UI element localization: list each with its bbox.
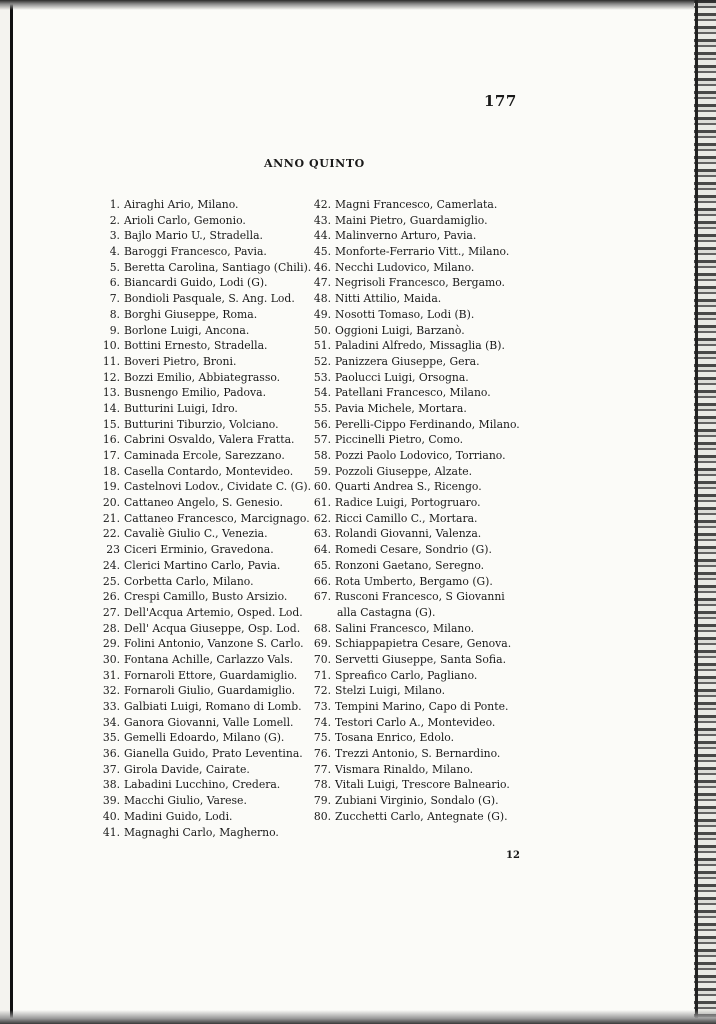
left-column-list: [100, 197, 310, 840]
list-entry: [313, 777, 523, 793]
entry-text: Boveri Pietro, Broni.: [124, 354, 237, 368]
list-entry: [100, 668, 310, 684]
entry-text: Fornaroli Giulio, Guardamiglio.: [124, 684, 296, 698]
entry-number: 75.: [313, 731, 331, 745]
entry-number: 78.: [313, 778, 331, 792]
entry-text: Cattaneo Angelo, S. Genesio.: [124, 496, 283, 510]
entry-number: 60.: [313, 480, 331, 494]
entry-text: Fontana Achille, Carlazzo Vals.: [124, 652, 294, 666]
list-entry: [100, 542, 310, 558]
entry-number: 67.: [313, 590, 331, 604]
entry-text: Cattaneo Francesco, Marcignago.: [124, 511, 310, 525]
entry-number: 7.: [109, 292, 120, 306]
entry-number: 70.: [313, 652, 331, 666]
entry-text: Patellani Francesco, Milano.: [335, 386, 491, 400]
entry-text: Romedi Cesare, Sondrio (G).: [335, 543, 492, 557]
entry-number: 76.: [313, 747, 331, 761]
signature-mark: 12: [506, 850, 520, 861]
entry-number: 31.: [102, 668, 120, 682]
entry-text: Zucchetti Carlo, Antegnate (G).: [335, 809, 508, 823]
entry-text: Paladini Alfredo, Missaglia (B).: [335, 339, 505, 353]
list-entry: [100, 464, 310, 480]
list-entry: [313, 730, 523, 746]
entry-text: Maini Pietro, Guardamiglio.: [335, 213, 488, 227]
entry-text: Necchi Ludovico, Milano.: [335, 260, 475, 274]
list-entry: [100, 558, 310, 574]
list-entry: [313, 448, 523, 464]
entry-text: Cabrini Osvaldo, Valera Fratta.: [124, 433, 295, 447]
entry-text: Magnaghi Carlo, Magherno.: [124, 825, 279, 839]
entry-text: Clerici Martino Carlo, Pavia.: [124, 558, 281, 572]
entry-number: 36.: [102, 747, 120, 761]
entry-text: Rota Umberto, Bergamo (G).: [335, 574, 493, 588]
entry-number: 40.: [102, 809, 120, 823]
entry-text: Monforte-Ferrario Vitt., Milano.: [335, 245, 510, 259]
entry-number: 18.: [102, 464, 120, 478]
entry-number: 23: [106, 543, 120, 557]
entry-number: 2.: [109, 213, 120, 227]
entry-number: 80.: [313, 809, 331, 823]
list-entry: [100, 448, 310, 464]
entry-text: Quarti Andrea S., Ricengo.: [335, 480, 482, 494]
list-entry: [313, 762, 523, 778]
entry-text: Nosotti Tomaso, Lodi (B).: [335, 307, 475, 321]
list-entry: [100, 244, 310, 260]
entry-number: 29.: [102, 637, 120, 651]
list-entry: [100, 228, 310, 244]
list-entry: [313, 370, 523, 386]
list-entry: [100, 275, 310, 291]
entry-number: 41.: [102, 825, 120, 839]
entry-number: 53.: [313, 370, 331, 384]
entry-number: 1.: [109, 198, 120, 211]
entry-text: Rusconi Francesco, S Giovanni: [335, 590, 505, 604]
entry-text: Baroggi Francesco, Pavia.: [124, 245, 267, 259]
entry-text: Airaghi Ario, Milano.: [124, 198, 239, 211]
entry-text: Panizzera Giuseppe, Gera.: [335, 354, 480, 368]
list-entry: [313, 683, 523, 699]
entry-text: Vitali Luigi, Trescore Balneario.: [335, 778, 510, 792]
entry-text: Radice Luigi, Portogruaro.: [335, 496, 481, 510]
list-entry: [313, 793, 523, 809]
entry-number: 77.: [313, 762, 331, 776]
entry-number: 42.: [313, 198, 331, 211]
entry-text: Bottini Ernesto, Stradella.: [124, 339, 268, 353]
list-entry: [313, 809, 523, 825]
list-entry: [100, 652, 310, 668]
list-entry: [100, 777, 310, 793]
entry-text: Schiappapietra Cesare, Genova.: [335, 637, 512, 651]
entry-number: 59.: [313, 464, 331, 478]
entry-number: 24.: [102, 558, 120, 572]
entry-text: Biancardi Guido, Lodi (G).: [124, 276, 268, 290]
list-entry: [100, 636, 310, 652]
list-entry: [313, 401, 523, 417]
entry-number: 15.: [102, 417, 120, 431]
entry-number: 25.: [102, 574, 120, 588]
scan-edge-bottom: [0, 1010, 716, 1024]
list-entry: [313, 260, 523, 276]
entry-number: 69.: [313, 637, 331, 651]
list-entry: [100, 621, 310, 637]
entry-text: Salini Francesco, Milano.: [335, 621, 475, 635]
list-entry: [100, 323, 310, 339]
entry-number: 20.: [102, 496, 120, 510]
entry-number: 50.: [313, 323, 331, 337]
entry-text: Fornaroli Ettore, Guardamiglio.: [124, 668, 298, 682]
entry-text: Borlone Luigi, Ancona.: [124, 323, 250, 337]
list-entry: [100, 370, 310, 386]
entry-number: 32.: [102, 684, 120, 698]
entry-text: Casella Contardo, Montevideo.: [124, 464, 294, 478]
entry-text: Bajlo Mario U., Stradella.: [124, 229, 263, 243]
list-entry: [313, 291, 523, 307]
list-entry: [100, 715, 310, 731]
entry-number: 8.: [109, 307, 120, 321]
list-entry: [313, 746, 523, 762]
list-entry: [313, 323, 523, 339]
entry-number: 74.: [313, 715, 331, 729]
entry-text: Pavia Michele, Mortara.: [335, 401, 467, 415]
scan-edge-right-line: [695, 0, 698, 1024]
entry-text: Perelli-Cippo Ferdinando, Milano.: [335, 417, 520, 431]
entry-number: 55.: [313, 401, 331, 415]
right-column-list: [313, 197, 523, 825]
entry-number: 19.: [102, 480, 120, 494]
entry-text: Cavaliè Giulio C., Venezia.: [124, 527, 268, 541]
entry-text: Pozzoli Giuseppe, Alzate.: [335, 464, 473, 478]
list-entry: [313, 213, 523, 229]
entry-text: Beretta Carolina, Santiago (Chili).: [124, 260, 312, 274]
entry-text: Tempini Marino, Capo di Ponte.: [335, 700, 509, 713]
entry-text: Corbetta Carlo, Milano.: [124, 574, 254, 588]
list-entry: [100, 307, 310, 323]
list-entry: [100, 417, 310, 433]
entry-text: Ronzoni Gaetano, Seregno.: [335, 558, 485, 572]
list-entry: [100, 260, 310, 276]
entry-text: Bondioli Pasquale, S. Ang. Lod.: [124, 292, 295, 306]
list-entry: [100, 197, 310, 213]
list-entry: [313, 197, 523, 213]
entry-number: 79.: [313, 794, 331, 808]
entry-text: Gemelli Edoardo, Milano (G).: [124, 731, 285, 745]
list-entry: [100, 479, 310, 495]
entry-number: 35.: [102, 731, 120, 745]
list-entry: [313, 307, 523, 323]
entry-text: Nitti Attilio, Maida.: [335, 292, 442, 306]
list-entry: [100, 605, 310, 621]
list-entry: [100, 574, 310, 590]
list-entry: [100, 762, 310, 778]
list-entry: [313, 668, 523, 684]
list-entry: [100, 526, 310, 542]
entry-number: 51.: [313, 339, 331, 353]
scan-edge-top: [0, 0, 716, 10]
entry-text: Servetti Giuseppe, Santa Sofia.: [335, 652, 506, 666]
entry-text: Bozzi Emilio, Abbiategrasso.: [124, 370, 281, 384]
list-entry: [100, 432, 310, 448]
entry-text: Busnengo Emilio, Padova.: [124, 386, 267, 400]
entry-number: 66.: [313, 574, 331, 588]
entry-number: 17.: [102, 449, 120, 462]
list-entry: [313, 338, 523, 354]
list-entry: [313, 542, 523, 558]
entry-text: Ricci Camillo C., Mortara.: [335, 511, 478, 525]
entry-number: 12.: [102, 370, 120, 384]
list-entry: [100, 683, 310, 699]
entry-number: 39.: [102, 794, 120, 808]
list-entry: [313, 228, 523, 244]
list-entry: [313, 652, 523, 668]
entry-number: 61.: [313, 496, 331, 510]
entry-number: 46.: [313, 260, 331, 274]
entry-text: Dell'Acqua Artemio, Osped. Lod.: [124, 605, 303, 619]
list-entry: [313, 495, 523, 511]
entry-text: Paolucci Luigi, Orsogna.: [335, 370, 469, 384]
entry-text: Crespi Camillo, Busto Arsizio.: [124, 590, 288, 604]
entry-text: Piccinelli Pietro, Como.: [335, 433, 464, 447]
entry-number: 33.: [102, 700, 120, 713]
list-entry: [100, 825, 310, 841]
list-entry: [100, 385, 310, 401]
entry-number: 14.: [102, 401, 120, 415]
entry-text: Gianella Guido, Prato Leventina.: [124, 747, 303, 761]
entry-text: Trezzi Antonio, S. Bernardino.: [335, 747, 501, 761]
entry-number: 30.: [102, 652, 120, 666]
entry-text: Testori Carlo A., Montevideo.: [335, 715, 496, 729]
entry-number: 56.: [313, 417, 331, 431]
entry-number: 64.: [313, 543, 331, 557]
entry-text: Butturini Luigi, Idro.: [124, 401, 238, 415]
entry-number: 3.: [109, 229, 120, 243]
entry-text: Girola Davide, Cairate.: [124, 762, 250, 776]
list-entry: [313, 432, 523, 448]
entry-continuation: alla Castagna (G).: [337, 605, 436, 619]
entry-number: 54.: [313, 386, 331, 400]
entry-text: Castelnovi Lodov., Cividate C. (G).: [124, 480, 312, 494]
entry-number: 26.: [102, 590, 120, 604]
list-entry: [313, 574, 523, 590]
list-entry: [100, 495, 310, 511]
entry-number: 9.: [109, 323, 120, 337]
list-entry: [313, 621, 523, 637]
entry-text: Caminada Ercole, Sarezzano.: [124, 449, 285, 462]
entry-number: 62.: [313, 511, 331, 525]
entry-text: Vismara Rinaldo, Milano.: [335, 762, 474, 776]
entry-text: Dell' Acqua Giuseppe, Osp. Lod.: [124, 621, 301, 635]
entry-number: 49.: [313, 307, 331, 321]
list-entry: [313, 464, 523, 480]
entry-number: 58.: [313, 449, 331, 462]
list-entry: [313, 385, 523, 401]
entry-number: 11.: [102, 354, 120, 368]
entry-number: 37.: [102, 762, 120, 776]
list-entry: [100, 401, 310, 417]
entry-text: Labadini Lucchino, Credera.: [124, 778, 281, 792]
list-entry: [100, 354, 310, 370]
list-entry: [100, 746, 310, 762]
list-entry: [313, 699, 523, 715]
entry-number: 13.: [102, 386, 120, 400]
entry-text: Macchi Giulio, Varese.: [124, 794, 247, 808]
list-entry: [100, 338, 310, 354]
entry-text: Rolandi Giovanni, Valenza.: [335, 527, 482, 541]
entry-number: 71.: [313, 668, 331, 682]
entry-number: 72.: [313, 684, 331, 698]
list-entry: [313, 589, 523, 605]
entry-number: 28.: [102, 621, 120, 635]
list-entry: [313, 715, 523, 731]
list-entry: [313, 479, 523, 495]
entry-number: 27.: [102, 605, 120, 619]
entry-text: Ciceri Erminio, Gravedona.: [124, 543, 274, 557]
list-entry: [313, 558, 523, 574]
entry-text: Butturini Tiburzio, Volciano.: [124, 417, 279, 431]
list-entry: [100, 809, 310, 825]
entry-number: 57.: [313, 433, 331, 447]
section-title: ANNO QUINTO: [264, 157, 365, 170]
entry-number: 38.: [102, 778, 120, 792]
entry-number: 34.: [102, 715, 120, 729]
entry-text: Negrisoli Francesco, Bergamo.: [335, 276, 505, 290]
entry-number: 44.: [313, 229, 331, 243]
list-entry: [313, 354, 523, 370]
entry-number: 68.: [313, 621, 331, 635]
list-entry: [313, 417, 523, 433]
list-entry: [313, 511, 523, 527]
entry-number: 4.: [109, 245, 120, 259]
list-entry: [313, 526, 523, 542]
entry-text: Oggioni Luigi, Barzanò.: [335, 323, 465, 337]
list-entry: [100, 793, 310, 809]
entry-number: 65.: [313, 558, 331, 572]
entry-number: 6.: [109, 276, 120, 290]
entry-number: 45.: [313, 245, 331, 259]
list-entry: [313, 636, 523, 652]
entry-number: 22.: [102, 527, 120, 541]
list-entry: [313, 275, 523, 291]
list-entry: [100, 511, 310, 527]
entry-text: Madini Guido, Lodi.: [124, 809, 233, 823]
entry-text: Arioli Carlo, Gemonio.: [124, 213, 246, 227]
entry-text: Ganora Giovanni, Valle Lomell.: [124, 715, 294, 729]
entry-number: 63.: [313, 527, 331, 541]
entry-number: 10.: [102, 339, 120, 353]
list-entry: [100, 589, 310, 605]
entry-number: 52.: [313, 354, 331, 368]
entry-text: Pozzi Paolo Lodovico, Torriano.: [335, 449, 506, 462]
entry-number: 21.: [102, 511, 120, 525]
entry-text: Magni Francesco, Camerlata.: [335, 198, 498, 211]
list-entry: [100, 730, 310, 746]
entry-text: Tosana Enrico, Edolo.: [335, 731, 455, 745]
entry-text: Malinverno Arturo, Pavia.: [335, 229, 477, 243]
entry-number: 73.: [313, 700, 331, 713]
entry-number: 47.: [313, 276, 331, 290]
entry-text: Stelzi Luigi, Milano.: [335, 684, 446, 698]
page-number: 177: [484, 92, 517, 110]
entry-number: 5.: [109, 260, 120, 274]
entry-text: Folini Antonio, Vanzone S. Carlo.: [124, 637, 304, 651]
list-entry: [313, 244, 523, 260]
entry-number: 16.: [102, 433, 120, 447]
entry-text: Spreafico Carlo, Pagliano.: [335, 668, 478, 682]
entry-number: 43.: [313, 213, 331, 227]
entry-text: Borghi Giuseppe, Roma.: [124, 307, 258, 321]
list-entry: [100, 213, 310, 229]
list-entry: [100, 291, 310, 307]
entry-text: Zubiani Virginio, Sondalo (G).: [335, 794, 499, 808]
entry-text: Galbiati Luigi, Romano di Lomb.: [124, 700, 302, 713]
entry-number: 48.: [313, 292, 331, 306]
list-entry: [100, 699, 310, 715]
